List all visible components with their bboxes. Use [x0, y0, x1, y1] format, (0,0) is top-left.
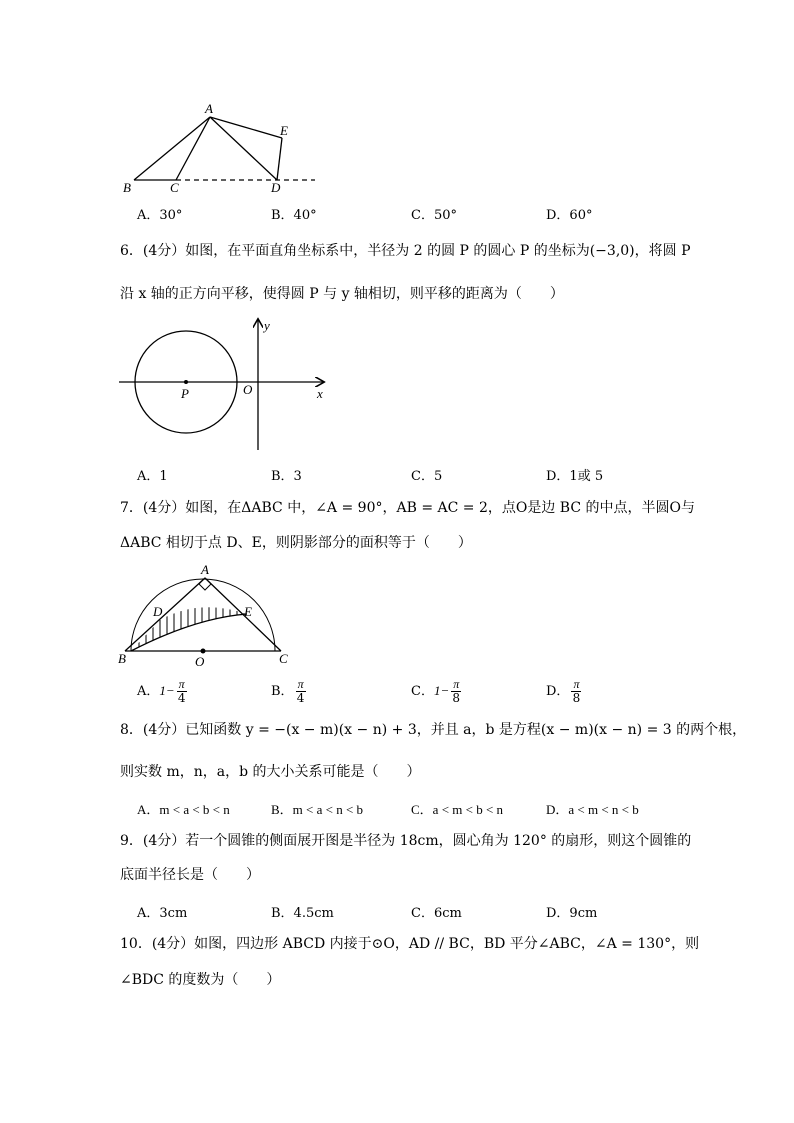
q8-option-b[interactable]: B．m < a < n < b — [271, 802, 364, 817]
q10-stem-line2: ∠BDC 的度数为（ ） — [120, 972, 281, 988]
q7-label-a: A — [201, 562, 209, 577]
q9-option-c[interactable]: C．6cm — [411, 906, 462, 921]
q7-option-a-fraction — [177, 678, 187, 705]
q6-stem-line2: 沿 x 轴的正方向平移，使得圆 P 与 y 轴相切，则平移的距离为（ ） — [120, 286, 564, 302]
q10-stem-line1: 10．(4分）如图，四边形 ABCD 内接于⊙O，AD // BC，BD 平分∠ABC，∠A = 130°，则 — [120, 936, 700, 952]
q7-option-a-lead: 1− — [159, 683, 175, 698]
q5-option-c[interactable]: C．50° — [411, 208, 457, 223]
q5-option-a[interactable]: A．30° — [137, 208, 183, 223]
q7-option-d-denominator: 8 — [572, 691, 581, 705]
q6-option-b[interactable]: B．3 — [271, 469, 302, 484]
q8-stem-line2: 则实数 m，n，a，b 的大小关系可能是（ ） — [120, 764, 421, 780]
q7-option-c-fraction — [451, 678, 461, 705]
q5-label-e: E — [280, 123, 288, 138]
q9-stem-line2: 底面半径长是（ ） — [120, 867, 260, 883]
q7-option-b-prefix: B． — [271, 684, 294, 699]
q7-option-d-fraction — [571, 678, 581, 705]
q7-stem-line1: 7．(4分）如图，在ΔABC 中，∠A = 90°，AB = AC = 2，点O是边 BC 的中点，半圆O与 — [120, 500, 695, 516]
q7-right-angle-mark — [199, 578, 211, 590]
q7-option-c-lead: 1− — [433, 683, 450, 698]
q5-label-a: A — [205, 101, 213, 116]
q7-option-b-numerator: π — [297, 677, 304, 691]
q7-option-b[interactable] — [271, 678, 308, 705]
q5-option-d[interactable]: D．60° — [546, 208, 593, 223]
q6-label-x: x — [317, 386, 323, 401]
q8-option-d[interactable]: D．a < m < n < b — [546, 802, 639, 817]
q6-option-c[interactable]: C．5 — [411, 469, 443, 484]
q6-option-a[interactable]: A．1 — [137, 469, 168, 484]
q6-label-y: y — [264, 318, 270, 333]
q8-option-c[interactable]: C．a < m < b < n — [411, 802, 504, 817]
q9-stem-line1: 9．(4分）若一个圆锥的侧面展开图是半径为 18cm，圆心角为 120° 的扇形，则这个圆锥的 — [120, 833, 692, 849]
q5-label-b: B — [123, 180, 131, 195]
q7-stem-line2: ΔABC 相切于点 D、E，则阴影部分的面积等于（ ） — [120, 535, 472, 551]
q5-figure — [115, 98, 325, 198]
q5-segment-ac — [176, 117, 210, 180]
q6-stem-line1: 6．(4分）如图，在平面直角坐标系中，半径为 2 的圆 P 的圆心 P 的坐标为(−3,0)，将圆 P — [120, 243, 691, 259]
q7-label-d: D — [153, 604, 163, 619]
q7-option-d-prefix: D． — [546, 684, 570, 699]
q6-label-p: P — [181, 386, 189, 401]
q7-figure — [115, 560, 305, 672]
q6-option-d[interactable]: D．1或 5 — [546, 469, 604, 484]
q7-option-b-denominator: 4 — [296, 691, 305, 705]
q5-segment-ab — [134, 117, 210, 180]
q6-center-point — [184, 380, 188, 384]
q5-segment-ed — [277, 138, 282, 180]
q7-label-c: C — [279, 651, 288, 666]
q5-label-d: D — [271, 180, 281, 195]
q9-option-b[interactable]: B．4.5cm — [271, 906, 334, 921]
q7-label-e: E — [244, 604, 252, 619]
q8-option-a[interactable]: A．m < a < b < n — [137, 802, 230, 817]
q5-label-c: C — [170, 180, 179, 195]
q7-option-c-prefix: C． — [411, 684, 434, 699]
q7-option-a-denominator: 4 — [177, 691, 186, 705]
q9-option-a[interactable]: A．3cm — [137, 906, 188, 921]
q7-option-a-numerator: π — [178, 677, 185, 691]
q6-label-o: O — [243, 382, 253, 397]
q7-option-c-denominator: 8 — [452, 691, 461, 705]
q7-option-d-numerator: π — [573, 677, 580, 691]
q7-option-c-numerator: π — [453, 677, 460, 691]
q7-option-a[interactable] — [137, 678, 189, 705]
q7-label-b: B — [118, 651, 126, 666]
q7-option-b-fraction — [296, 678, 306, 705]
q7-center-point — [201, 649, 206, 654]
q7-option-a-prefix: A． — [137, 684, 160, 699]
q7-option-c[interactable] — [411, 678, 463, 705]
q7-label-o: O — [195, 654, 205, 669]
q6-figure — [115, 316, 335, 456]
q5-option-b[interactable]: B．40° — [271, 208, 317, 223]
q8-stem-line1: 8．(4分）已知函数 y = −(x − m)(x − n) + 3，并且 a，b 是方程(x − m)(x − n) = 3 的两个根， — [120, 722, 747, 738]
q7-option-d[interactable] — [546, 678, 583, 705]
q9-option-d[interactable]: D．9cm — [546, 906, 598, 921]
